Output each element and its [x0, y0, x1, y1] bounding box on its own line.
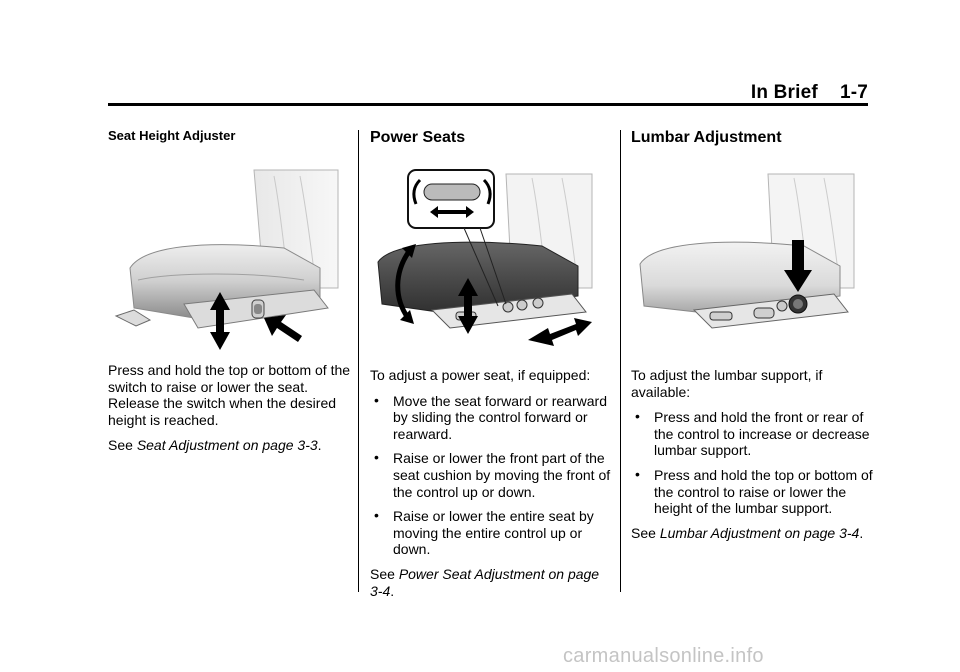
lumbar-text — [631, 367, 875, 550]
cross-reference-link[interactable]: Seat Adjustment on page 3-3 — [136, 437, 318, 454]
list-item: • Raise or lower the front part of the seat cushion by moving the front of the control up or down. — [370, 450, 614, 500]
see-reference: See Power Seat Adjustment on page 3-4. — [370, 565, 600, 599]
column-seat-height — [108, 128, 348, 144]
column-divider — [358, 130, 359, 592]
list-item: • Raise or lower the entire seat by moving the entire control up or down. — [370, 508, 614, 558]
watermark: carmanualsonline.info — [563, 645, 764, 667]
section-heading: Power Seats — [370, 129, 466, 146]
section-heading: Lumbar Adjustment — [631, 129, 782, 146]
header-text — [751, 82, 868, 104]
instruction-list — [631, 409, 875, 517]
cross-reference-link[interactable]: Lumbar Adjustment on page 3-4 — [659, 524, 860, 541]
header-rule — [108, 103, 868, 106]
instruction-list — [370, 393, 614, 558]
intro-paragraph: To adjust a power seat, if equipped: — [370, 367, 591, 383]
section-title: In Brief — [750, 82, 818, 103]
cross-reference-link[interactable]: Power Seat Adjustment on page 3-4 — [370, 565, 600, 599]
list-item: • Press and hold the front or rear of the control to increase or decrease lumbar support. — [631, 409, 875, 459]
power-seat-illustration — [372, 168, 598, 354]
section-heading: Seat Height Adjuster — [108, 128, 236, 143]
seat-height-illustration — [114, 168, 340, 354]
intro-paragraph: To adjust the lumbar support, if available: — [631, 367, 823, 400]
column-power-seats — [370, 128, 610, 148]
see-reference: See Seat Adjustment on page 3-3. — [108, 437, 322, 454]
list-item: • Move the seat forward or rearward by sliding the control forward or rearward. — [370, 393, 614, 443]
list-item: • Press and hold the top or bottom of the control to raise or lower the height of the lumbar support. — [631, 467, 875, 517]
instruction-paragraph: Press and hold the top or bottom of the switch to raise or lower the seat. Release the switch when the desired height is reached. — [108, 362, 351, 428]
seat-height-text — [108, 362, 354, 463]
page-number: 1-7 — [839, 82, 868, 103]
column-divider — [620, 130, 621, 592]
lumbar-illustration — [634, 168, 860, 354]
see-reference: See Lumbar Adjustment on page 3-4. — [631, 524, 864, 541]
power-seats-text — [370, 367, 614, 608]
column-lumbar — [631, 128, 871, 148]
